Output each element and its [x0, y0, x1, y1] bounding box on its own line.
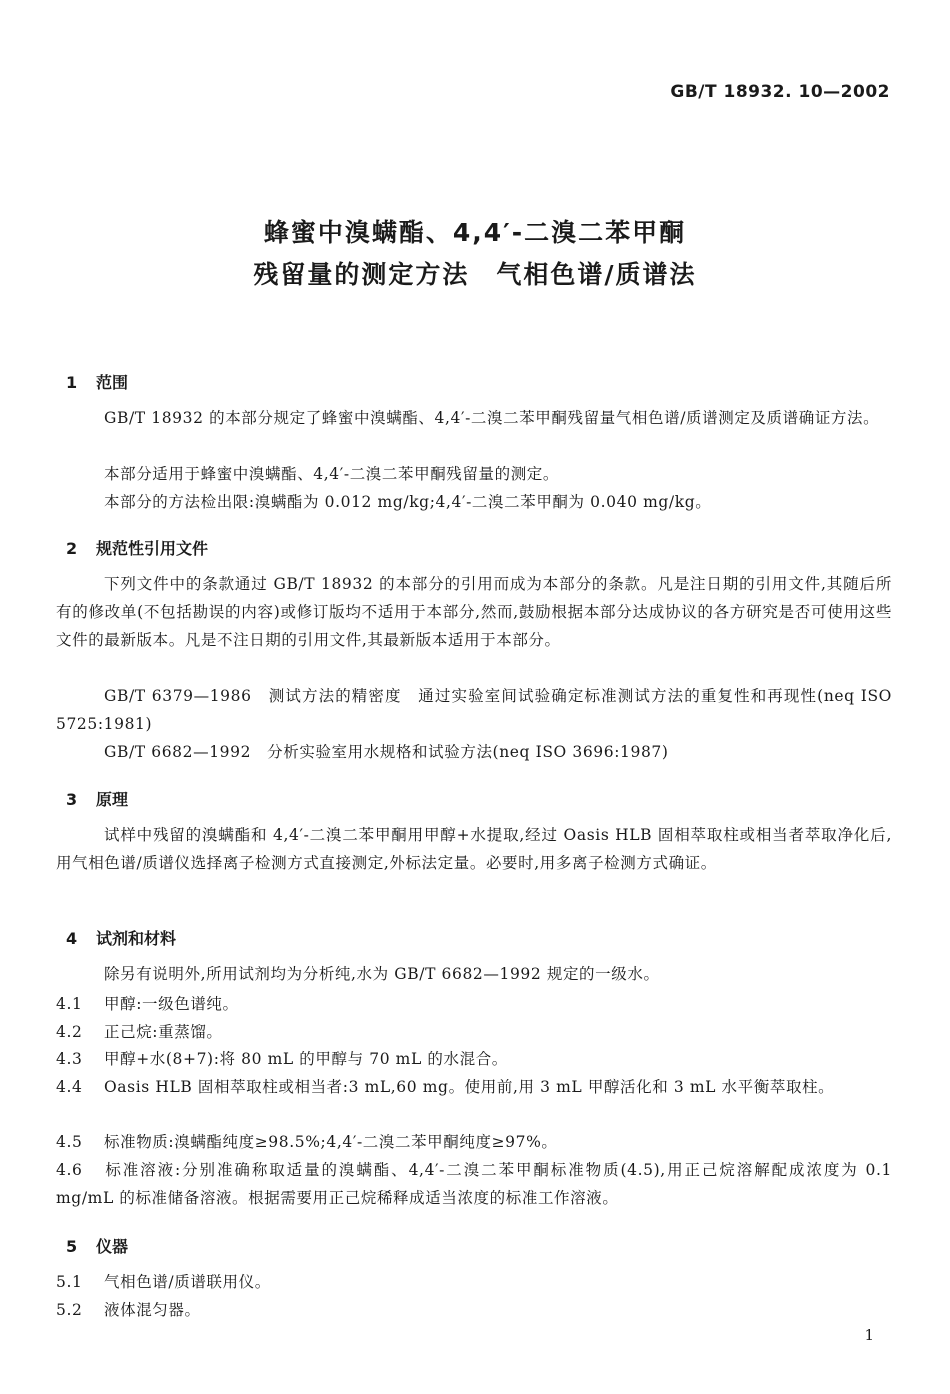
section-title: 规范性引用文件: [96, 539, 209, 558]
section-1-heading: [66, 370, 128, 393]
clause-4-6: [56, 1156, 892, 1212]
clause-number: 5.1: [56, 1273, 83, 1291]
clause-5-2: [56, 1296, 892, 1324]
document-title-line-2: 残留量的测定方法 气相色谱/质谱法: [253, 260, 697, 289]
section-2-paragraph-1: 下列文件中的条款通过 GB/T 18932 的本部分的引用而成为本部分的条款。凡是注日期的引用文件,其随后所有的修改单(不包括勘误的内容)或修订版均不适用于本部分,然而,鼓励根据本部分达成协议的各方研究是否可使用这些文件的最新版本。凡是不注日期的引用文件,其最新版本适用于本部分。: [56, 575, 892, 649]
section-3-paragraph-1: 试样中残留的溴螨酯和 4,4′-二溴二苯甲酮用甲醇+水提取,经过 Oasis HLB 固相萃取柱或相当者萃取净化后,用气相色谱/质谱仪选择离子检测方式直接测定,外标法定量。必要时,用多离子检测方式确证。: [56, 826, 892, 872]
section-number: 5: [66, 1237, 78, 1256]
standard-code: GB/T 18932. 10—2002: [670, 82, 890, 102]
clause-4-2: [56, 1018, 892, 1046]
normative-reference-1: GB/T 6379—1986 测试方法的精密度 通过实验室间试验确定标准测试方法的重复性和再现性(neq ISO 5725:1981): [56, 687, 892, 733]
clause-number: 4.5: [56, 1133, 83, 1151]
clause-4-5: [56, 1128, 892, 1156]
section-1-paragraph-3: 本部分的方法检出限:溴螨酯为 0.012 mg/kg;4,4′-二溴二苯甲酮为 0.040 mg/kg。: [104, 493, 712, 511]
section-number: 4: [66, 929, 78, 948]
clause-text: 标准物质:溴螨酯纯度≥98.5%;4,4′-二溴二苯甲酮纯度≥97%。: [104, 1133, 558, 1151]
clause-text: 气相色谱/质谱联用仪。: [104, 1273, 271, 1291]
section-number: 1: [66, 373, 78, 392]
section-4-heading: [66, 926, 176, 949]
clause-text: Oasis HLB 固相萃取柱或相当者:3 mL,60 mg。使用前,用 3 mL 甲醇活化和 3 mL 水平衡萃取柱。: [104, 1078, 835, 1096]
clause-text: 甲醇+水(8+7):将 80 mL 的甲醇与 70 mL 的水混合。: [104, 1050, 508, 1068]
clause-number: 4.3: [56, 1050, 83, 1068]
section-title: 试剂和材料: [96, 929, 177, 948]
section-title: 原理: [96, 790, 129, 809]
document-title-line-1: 蜂蜜中溴螨酯、4,4′-二溴二苯甲酮: [263, 218, 687, 247]
section-3-heading: [66, 787, 128, 810]
section-4-intro: 除另有说明外,所用试剂均为分析纯,水为 GB/T 6682—1992 规定的一级水。: [104, 965, 660, 983]
clause-number: 4.4: [56, 1078, 83, 1096]
clause-number: 4.6: [56, 1161, 83, 1179]
section-title: 范围: [96, 373, 129, 392]
section-title: 仪器: [96, 1237, 129, 1256]
section-1-paragraph-1: GB/T 18932 的本部分规定了蜂蜜中溴螨酯、4,4′-二溴二苯甲酮残留量气相色谱/质谱测定及质谱确证方法。: [104, 409, 880, 427]
clause-text: 液体混匀器。: [104, 1301, 201, 1319]
page-number: 1: [864, 1326, 874, 1344]
section-1-paragraph-2: 本部分适用于蜂蜜中溴螨酯、4,4′-二溴二苯甲酮残留量的测定。: [104, 465, 560, 483]
clause-4-4: [56, 1073, 892, 1101]
normative-reference-2: GB/T 6682—1992 分析实验室用水规格和试验方法(neq ISO 3696:1987): [104, 743, 669, 761]
section-2-heading: [66, 536, 208, 559]
section-number: 3: [66, 790, 78, 809]
clause-text: 正己烷:重蒸馏。: [104, 1023, 223, 1041]
clause-text: 甲醇:一级色谱纯。: [104, 995, 239, 1013]
clause-4-3: [56, 1045, 892, 1073]
clause-text: 标准溶液:分别准确称取适量的溴螨酯、4,4′-二溴二苯甲酮标准物质(4.5),用正己烷溶解配成浓度为 0.1 mg/mL 的标准储备溶液。根据需要用正己烷稀释成适当浓度的标准工作溶液。: [56, 1161, 892, 1207]
clause-number: 4.1: [56, 995, 83, 1013]
section-number: 2: [66, 539, 78, 558]
clause-number: 5.2: [56, 1301, 83, 1319]
clause-4-1: [56, 990, 892, 1018]
clause-number: 4.2: [56, 1023, 83, 1041]
clause-5-1: [56, 1268, 892, 1296]
section-5-heading: [66, 1234, 128, 1257]
